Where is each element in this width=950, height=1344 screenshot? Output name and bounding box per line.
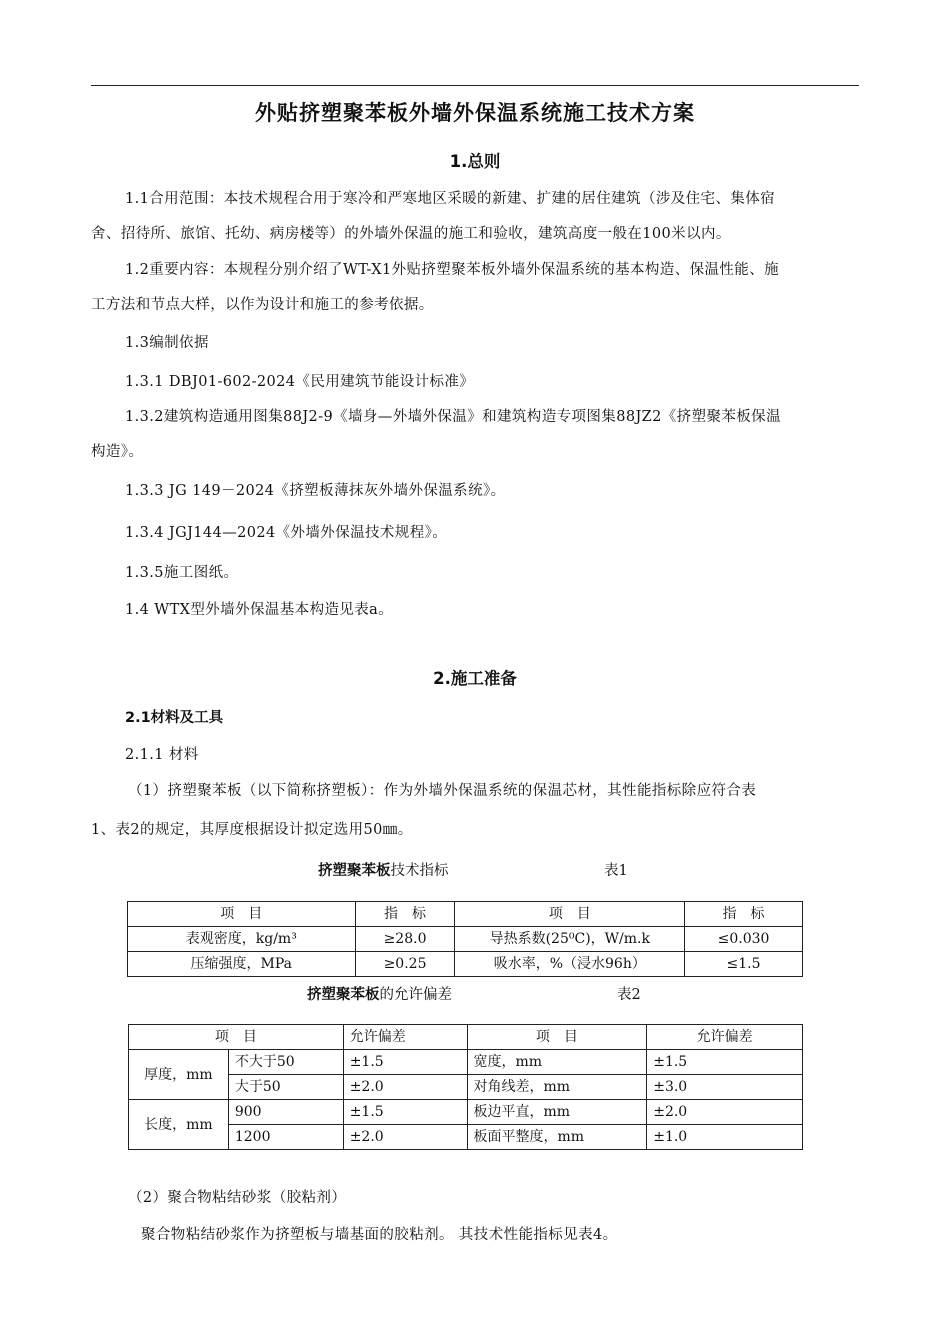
table-cell: ≤1.5 xyxy=(685,952,803,977)
table-row xyxy=(128,952,803,977)
paragraph-1-3: 1.3编制依据 xyxy=(125,335,209,351)
subsection-2-1-1: 2.1.1 材料 xyxy=(125,747,199,763)
table-2-caption xyxy=(307,983,452,1004)
table-cell: 900 xyxy=(228,1100,343,1125)
paragraph-1-1-line1: 1.1合用范围：本技术规程合用于寒冷和严寒地区采暖的新建、扩建的居住建筑（涉及住宅、集体宿 xyxy=(125,191,776,207)
table-1-caption xyxy=(318,859,449,880)
paragraph-1-3-4: 1.3.4 JGJ144—2024《外墙外保温技术规程》。 xyxy=(125,525,448,541)
table-cell: ±1.5 xyxy=(647,1050,803,1075)
table-cell: 导热系数(25⁰C)，W/m.k xyxy=(455,927,685,952)
paragraph-1-3-5: 1.3.5施工图纸。 xyxy=(125,565,239,581)
table-cell: ±1.0 xyxy=(647,1125,803,1150)
table-cell: 板边平直，mm xyxy=(467,1100,647,1125)
table-cell: ±3.0 xyxy=(647,1075,803,1100)
table-group-cell: 厚度，mm xyxy=(129,1050,229,1100)
paragraph-1-3-1: 1.3.1 DBJ01-602-2024《民用建筑节能设计标准》 xyxy=(125,374,475,390)
paragraph-1-3-3: 1.3.3 JG 149－2024《挤塑板薄抹灰外墙外保温系统》。 xyxy=(125,483,506,499)
table-cell: ±2.0 xyxy=(343,1075,467,1100)
document-title: 外贴挤塑聚苯板外墙外保温系统施工技术方案 xyxy=(255,101,695,125)
table-group-cell: 长度，mm xyxy=(129,1100,229,1150)
subsection-2-1: 2.1材料及工具 xyxy=(125,710,224,726)
paragraph-1-2-line2: 工方法和节点大样，以作为设计和施工的参考依据。 xyxy=(91,297,434,313)
table-cell: 压缩强度，MPa xyxy=(128,952,356,977)
table-header-cell: 指 标 xyxy=(685,902,803,927)
table-cell: 表观密度，kg/m³ xyxy=(128,927,356,952)
table-row xyxy=(128,902,803,927)
table-1-number: 表1 xyxy=(604,863,628,879)
table-cell: ±2.0 xyxy=(647,1100,803,1125)
table-2-caption-bold: 挤塑聚苯板 xyxy=(307,987,380,1003)
table-row xyxy=(129,1050,803,1075)
table-row xyxy=(129,1075,803,1100)
table-1-caption-text: 技术指标 xyxy=(390,863,449,879)
table-header-cell: 项 目 xyxy=(128,902,356,927)
table-header-cell: 项 目 xyxy=(455,902,685,927)
paragraph-1-2-line1: 1.2重要内容：本规程分别介绍了WT-X1外贴挤塑聚苯板外墙外保温系统的基本构造、保温性能、施 xyxy=(125,262,779,278)
table-row xyxy=(128,927,803,952)
table-header-cell: 项 目 xyxy=(129,1025,344,1050)
item-1-line1: （1）挤塑聚苯板（以下简称挤塑板）：作为外墙外保温系统的保温芯材，其性能指标除应符合表 xyxy=(128,783,757,799)
table-cell: ±1.5 xyxy=(343,1100,467,1125)
section-2-heading: 2.施工准备 xyxy=(433,669,517,688)
table-header-cell: 项 目 xyxy=(467,1025,647,1050)
table-cell: 宽度，mm xyxy=(467,1050,647,1075)
table-2 xyxy=(128,1024,803,1150)
item-2: （2）聚合物粘结砂浆（胶粘剂） xyxy=(128,1190,347,1206)
table-row xyxy=(129,1100,803,1125)
table-cell: ≥0.25 xyxy=(355,952,455,977)
table-1-caption-bold: 挤塑聚苯板 xyxy=(318,863,391,879)
item-1-line2: 1、表2的规定，其厚度根据设计拟定选用50㎜。 xyxy=(91,822,413,838)
table-header-cell: 指 标 xyxy=(355,902,455,927)
table-row xyxy=(129,1025,803,1050)
table-row xyxy=(129,1125,803,1150)
table-cell: ≤0.030 xyxy=(685,927,803,952)
table-cell: 对角线差，mm xyxy=(467,1075,647,1100)
table-cell: 1200 xyxy=(228,1125,343,1150)
table-cell: ≥28.0 xyxy=(355,927,455,952)
table-2-number: 表2 xyxy=(617,987,641,1003)
table-1 xyxy=(127,901,803,977)
table-cell: ±2.0 xyxy=(343,1125,467,1150)
table-2-caption-text: 的允许偏差 xyxy=(379,987,452,1003)
table-header-cell: 允许偏差 xyxy=(647,1025,803,1050)
paragraph-1-4: 1.4 WTX型外墙外保温基本构造见表a。 xyxy=(125,602,394,618)
table-cell: 大于50 xyxy=(228,1075,343,1100)
table-cell: ±1.5 xyxy=(343,1050,467,1075)
item-2-text: 聚合物粘结砂浆作为挤塑板与墙基面的胶粘剂。 其技术性能指标见表4。 xyxy=(141,1227,618,1243)
paragraph-1-3-2-line2: 构造》。 xyxy=(91,444,144,460)
header-rule xyxy=(91,85,859,86)
section-1-heading: 1.总则 xyxy=(449,152,501,171)
table-header-cell: 允许偏差 xyxy=(343,1025,467,1050)
paragraph-1-1-line2: 舍、招待所、旅馆、托幼、病房楼等）的外墙外保温的施工和验收，建筑高度一般在100米以内。 xyxy=(91,226,731,242)
table-cell: 吸水率，%（浸水96h） xyxy=(455,952,685,977)
table-cell: 板面平整度，mm xyxy=(467,1125,647,1150)
table-cell: 不大于50 xyxy=(228,1050,343,1075)
paragraph-1-3-2-line1: 1.3.2建筑构造通用图集88J2-9《墙身—外墙外保温》和建筑构造专项图集88JZ2《挤塑聚苯板保温 xyxy=(125,409,781,425)
